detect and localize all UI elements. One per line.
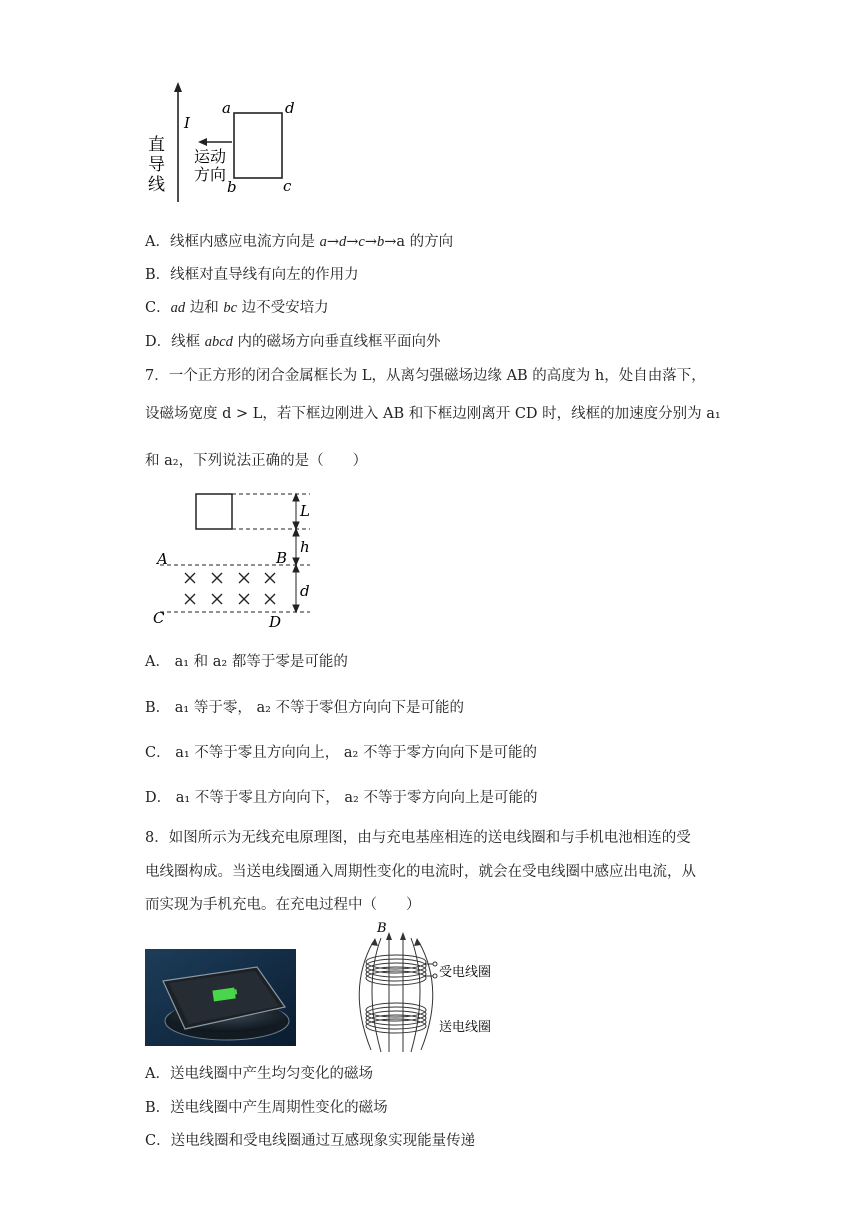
field-label-B: B (377, 921, 387, 936)
field-cross (265, 594, 275, 604)
receive-terminal-2 (433, 974, 437, 978)
option-letter: B． (145, 267, 171, 283)
option-text: 线框对直导线有向左的作用力 (170, 267, 359, 283)
label-L: L (300, 502, 310, 520)
corner-c: c (283, 177, 292, 195)
wire-label-1: 直 (148, 135, 165, 155)
current-label: I (184, 114, 190, 132)
option-text: 边和 (185, 300, 224, 316)
option-letter: D． (145, 334, 172, 350)
q8-option-b: B．送电线圈中产生周期性变化的磁场 (145, 1100, 388, 1116)
field-cross (185, 594, 195, 604)
field-cross (212, 594, 222, 604)
q8-option-a: A．送电线圈中产生均匀变化的磁场 (145, 1066, 373, 1082)
corner-d: d (285, 99, 295, 117)
label-D: D (269, 613, 282, 631)
q6-option-a (145, 232, 453, 252)
option-text: 边不受安培力 (237, 300, 329, 316)
q7-line-1: 7．一个正方形的闭合金属框长为 L，从离匀强磁场边缘 AB 的高度为 h，处自由落下， (145, 368, 706, 384)
q6-option-c (145, 298, 329, 318)
current-arrow (174, 82, 182, 92)
q7-line-3: 和 a₂，下列说法正确的是（ ） (145, 453, 368, 469)
q7-option-c: C． a₁ 不等于零且方向向上， a₂ 不等于零方向向下是可能的 (145, 745, 537, 761)
corner-a: a (222, 99, 231, 117)
option-text: a (319, 234, 327, 250)
option-text: 线框内感应电流方向是 (169, 234, 320, 250)
q8-line-2: 电线圈构成。当送电线圈通入周期性变化的电流时，就会在受电线圈中感应出电流，从 (145, 864, 696, 880)
option-text: c (358, 234, 365, 250)
wireless-charger-photo (145, 949, 296, 1046)
field-crosses (185, 573, 275, 604)
q6-option-d (145, 332, 441, 352)
option-text: →a 的方向 (384, 234, 454, 250)
q8-line-3: 而实现为手机充电。在充电过程中（ ） (145, 897, 421, 913)
field-cross (239, 594, 249, 604)
receive-terminal-1 (433, 962, 437, 966)
coils-diagram (325, 920, 525, 1055)
option-text: d (339, 234, 347, 250)
field-lines (359, 936, 433, 1052)
wire-label-3: 线 (148, 175, 165, 195)
q6-option-b (145, 265, 359, 285)
q7-option-a: A． a₁ 和 a₂ 都等于零是可能的 (145, 654, 348, 670)
option-letter: A． (145, 234, 170, 250)
field-cross (185, 573, 195, 583)
label-d: d (300, 582, 310, 600)
rect-loop (234, 113, 282, 178)
wire-loop-figure (140, 80, 320, 210)
field-cross (212, 573, 222, 583)
label-A: A (157, 550, 168, 568)
q8-option-c: C．送电线圈和受电线圈通过互感现象实现能量传递 (145, 1133, 476, 1149)
label-h: h (300, 538, 310, 556)
receive-coil (366, 955, 433, 985)
option-text: → (364, 234, 377, 250)
motion-label-2: 方向 (194, 165, 227, 184)
q7-option-b: B． a₁ 等于零， a₂ 不等于零但方向向下是可能的 (145, 700, 465, 716)
option-text: 线框 (171, 334, 205, 350)
square-loop (196, 494, 232, 529)
option-text: b (377, 234, 385, 250)
field-cross (265, 573, 275, 583)
wire-label-2: 导 (148, 155, 165, 175)
q8-line-1: 8．如图所示为无线充电原理图，由与充电基座相连的送电线圈和与手机电池相连的受 (145, 830, 691, 846)
label-B: B (276, 549, 288, 567)
option-text: ad (170, 300, 186, 316)
motion-label-1: 运动 (194, 147, 227, 166)
corner-b: b (227, 178, 237, 196)
motion-arrowhead (198, 138, 207, 146)
send-coil-label: 送电线圈 (439, 1020, 492, 1035)
option-text: abcd (204, 334, 233, 350)
q7-option-d: D． a₁ 不等于零且方向向下， a₂ 不等于零方向向上是可能的 (145, 790, 538, 806)
label-C: C (153, 609, 165, 627)
receive-coil-label: 受电线圈 (439, 965, 492, 980)
option-text: → (346, 234, 359, 250)
field-cross (239, 573, 249, 583)
q7-line-2: 设磁场宽度 d > L，若下框边刚进入 AB 和下框边刚离开 CD 时，线框的加速度分别为 a₁ (145, 406, 721, 422)
option-text: → (326, 234, 339, 250)
option-text: 内的磁场方向垂直线框平面向外 (232, 334, 441, 350)
magnetic-field-figure (150, 486, 330, 636)
dimension-arrows (293, 494, 299, 612)
option-letter: C． (145, 300, 171, 316)
option-text: bc (223, 300, 238, 316)
